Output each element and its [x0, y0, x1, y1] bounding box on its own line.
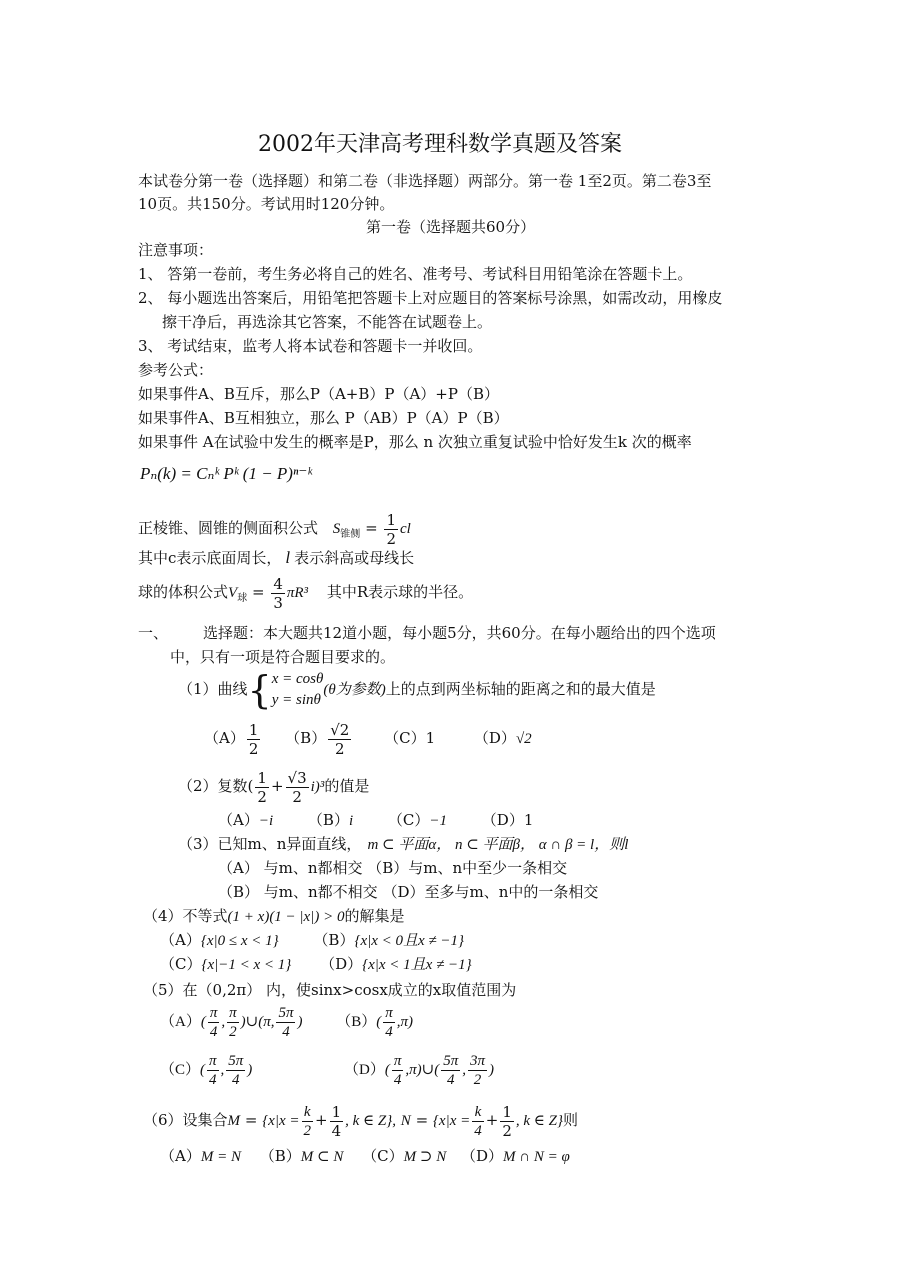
q1-option-b[interactable]: （B） $\frac{√2}{2}$	[285, 720, 350, 758]
formula-independent: 如果事件A、B互相独立，那么 P（AB）P（A）P（B）	[138, 409, 509, 427]
param-cases: x = cosθ y = sinθ	[271, 671, 324, 708]
q5-options-row2	[160, 1050, 494, 1090]
symbol-V: V	[228, 585, 238, 601]
fraction-half: $\frac{1}{2}$	[386, 510, 396, 548]
page-title: 2002年天津高考理科数学真题及答案	[258, 132, 622, 157]
q2-option-c[interactable]: （C）−1	[387, 811, 448, 829]
q6-option-a[interactable]: （A）M = N	[160, 1147, 241, 1165]
section-title: 第一卷（选择题共60分）	[366, 218, 536, 236]
part1-text-a: 选择题：本大题共12道小题，每小题5分，共60分。在每小题给出的四个选项	[203, 624, 716, 642]
q2-option-d[interactable]: （D）1	[481, 811, 534, 829]
note-item-1: 1、 答第一卷前，考生务必将自己的姓名、准考号、考试科目用铅笔涂在答题卡上。	[138, 265, 693, 283]
q1-option-a[interactable]: （A） $\frac{1}{2}$	[204, 720, 259, 758]
formula-lateral-note: 其中c表示底面周长， l 表示斜高或母线长	[138, 548, 415, 567]
formula-binomial: Pₙ(k) = Cₙᵏ Pᵏ (1 − P)ⁿ⁻ᵏ	[140, 464, 313, 483]
q3-options-line2[interactable]: （B） 与m、n都不相交 （D）至多与m、n中的一条相交	[218, 883, 599, 901]
q2-option-a[interactable]: （A）−i	[218, 811, 274, 829]
note-item-3: 3、 考试结束，监考人将本试卷和答题卡一并收回。	[138, 337, 483, 355]
sphere-note: 其中R表示球的半径。	[326, 583, 474, 601]
q4-option-b[interactable]: （B）{x|x < 0且x ≠ −1}	[313, 931, 465, 949]
symbol-S: S	[332, 521, 341, 537]
formulas-heading: 参考公式：	[138, 361, 214, 379]
left-brace: {	[247, 668, 272, 712]
q1-option-d[interactable]: （D）√2	[473, 729, 532, 747]
part1-text-b: 中，只有一项是符合题目要求的。	[170, 648, 396, 666]
q2-option-b[interactable]: （B）i	[307, 811, 354, 829]
q5-options-row1	[160, 1002, 413, 1042]
q6-options	[160, 1146, 570, 1167]
symbol-l: l	[285, 548, 291, 567]
intro-line-2: 10页。共150分。考试用时120分钟。	[138, 195, 395, 213]
symbol-piR3: πR³	[286, 585, 309, 601]
symbol-cl: cl	[399, 521, 411, 537]
q6-option-c[interactable]: （C）M ⊃ N	[362, 1147, 447, 1165]
question-6: （6）设集合M = {x|x = $\frac{k}{2}$ + $\frac{1}{4}$ , k ∈ Z}, N = {x|x = $\frac{k}{4}$ + $\frac{1}{2}$ , k ∈ Z}则	[143, 1102, 578, 1140]
q5-option-c[interactable]: （C）( $\frac{\pi}{4}$ , $\frac{5\pi}{4}$ )	[160, 1053, 253, 1089]
question-4: （4）不等式(1 + x)(1 − |x|) > 0的解集是	[143, 907, 405, 925]
q5-option-d[interactable]: （D）( $\frac{\pi}{4}$ ,π)∪( $\frac{5\pi}{4}$ , $\frac{3\pi}{2}$ )	[344, 1053, 495, 1089]
question-5: （5）在（0,2π） 内，使sinx>cosx成立的x取值范围为	[143, 981, 517, 999]
formula-binomial-text: 如果事件 A在试验中发生的概率是P，那么 n 次独立重复试验中恰好发生k 次的概率	[138, 433, 692, 451]
q4-option-c[interactable]: （C）{x|−1 < x < 1}	[160, 955, 292, 973]
note-item-2b: 擦干净后，再选涂其它答案，不能答在试题卷上。	[162, 313, 493, 331]
equals: =	[365, 519, 378, 537]
question-2-options	[218, 810, 533, 831]
formula-sphere-volume: 球的体积公式$V_球$ = $\frac{4}{3}$ πR³ 其中R表示球的半径。	[138, 574, 474, 612]
question-3: （3）已知m、n异面直线， m ⊂ 平面α， n ⊂ 平面β， α ∩ β = l，则l	[178, 835, 629, 853]
q4-options-row2	[160, 954, 472, 975]
subscript-cone: 锥侧	[340, 529, 361, 540]
q3-options-line1[interactable]: （A） 与m、n都相交 （B）与m、n中至少一条相交	[218, 859, 568, 877]
note-item-2a: 2、 每小题选出答案后，用铅笔把答题卡上对应题目的答案标号涂黑，如需改动，用橡皮	[138, 289, 723, 307]
question-2: （2）复数( $\frac{1}{2}$ + $\frac{√3}{2}$ i)³的值是	[178, 768, 370, 806]
part1-label: 一、	[138, 624, 169, 642]
formula-exclusive: 如果事件A、B互斥，那么P（A+B）P（A）+P（B）	[138, 385, 499, 403]
q5-option-a[interactable]: （A）( $\frac{\pi}{4}$ , $\frac{\pi}{2}$ )∪(π, $\frac{5\pi}{4}$ )	[160, 1005, 303, 1041]
param-note: (θ为参数)	[323, 682, 386, 698]
formula-lateral-label: 正棱锥、圆锥的侧面积公式	[138, 519, 319, 537]
q1-option-c[interactable]: （C）1	[384, 729, 436, 747]
q6-option-d[interactable]: （D）M ∩ N = φ	[460, 1147, 570, 1165]
question-1: （1）曲线{ x = cosθ y = sinθ (θ为参数)上的点到两坐标轴的距离之和的最大值是	[178, 668, 656, 712]
q4-option-d[interactable]: （D）{x|x < 1且x ≠ −1}	[320, 955, 472, 973]
q6-option-b[interactable]: （B）M ⊂ N	[259, 1147, 344, 1165]
q4-options-row1	[160, 930, 464, 951]
intro-line-1: 本试卷分第一卷（选择题）和第二卷（非选择题）两部分。第一卷 1至2页。第二卷3至	[138, 172, 712, 190]
q4-option-a[interactable]: （A）{x|0 ≤ x < 1}	[160, 931, 279, 949]
q5-option-b[interactable]: （B）( $\frac{\pi}{4}$ ,π)	[336, 1005, 414, 1041]
question-1-options	[204, 718, 532, 759]
notes-heading: 注意事项：	[138, 241, 214, 259]
fraction-four-thirds: $\frac{4}{3}$	[273, 574, 283, 612]
